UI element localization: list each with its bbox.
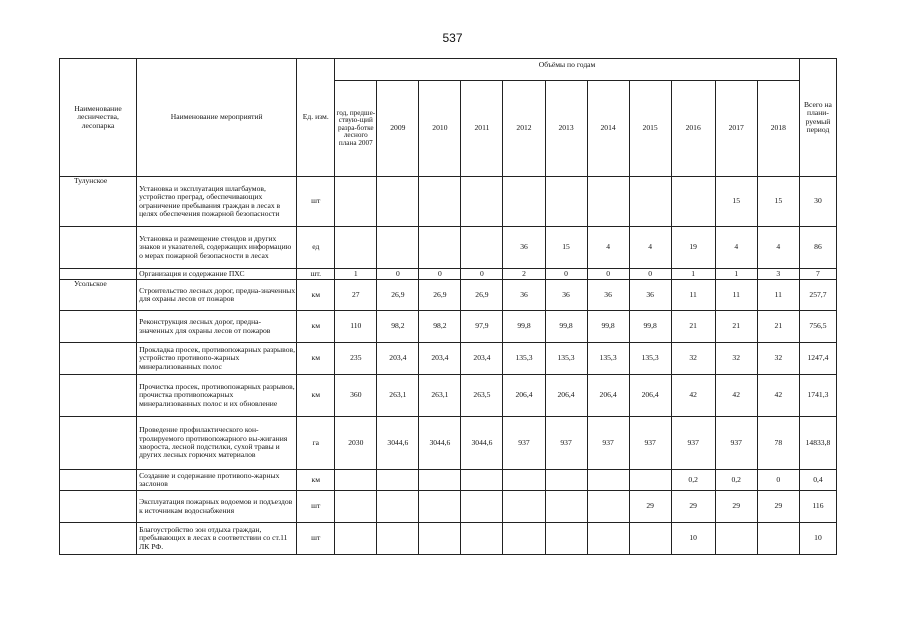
cell-value bbox=[587, 470, 629, 491]
table-row bbox=[60, 177, 837, 227]
cell-value bbox=[335, 470, 377, 491]
cell-value: 206,4 bbox=[545, 375, 587, 417]
cell-total: 86 bbox=[799, 227, 836, 269]
cell-value: 32 bbox=[715, 343, 757, 375]
cell-total: 7 bbox=[799, 269, 836, 280]
cell-value bbox=[757, 523, 799, 555]
cell-value bbox=[377, 491, 419, 523]
cell-value: 15 bbox=[545, 227, 587, 269]
cell-total: 1741,3 bbox=[799, 375, 836, 417]
cell-value: 15 bbox=[757, 177, 799, 227]
header-year-2018: 2018 bbox=[757, 81, 799, 177]
cell-value: 206,4 bbox=[629, 375, 671, 417]
cell-value: 27 bbox=[335, 280, 377, 311]
cell-value: 1 bbox=[335, 269, 377, 280]
cell-unit: км bbox=[297, 375, 335, 417]
cell-value: 203,4 bbox=[419, 343, 461, 375]
cell-value: 1 bbox=[671, 269, 715, 280]
cell-value: 3044,6 bbox=[419, 417, 461, 470]
cell-value: 2 bbox=[503, 269, 545, 280]
cell-lesnichestvo bbox=[60, 417, 137, 470]
cell-unit: км bbox=[297, 280, 335, 311]
cell-value bbox=[587, 177, 629, 227]
header-unit: Ед. изм. bbox=[297, 59, 335, 177]
cell-value bbox=[503, 177, 545, 227]
cell-value: 21 bbox=[671, 311, 715, 343]
cell-value bbox=[503, 470, 545, 491]
cell-value: 3044,6 bbox=[377, 417, 419, 470]
cell-value: 36 bbox=[545, 280, 587, 311]
cell-value bbox=[461, 227, 503, 269]
cell-value: 36 bbox=[503, 280, 545, 311]
cell-value: 99,8 bbox=[503, 311, 545, 343]
cell-lesnichestvo bbox=[60, 470, 137, 491]
cell-unit: шт bbox=[297, 177, 335, 227]
cell-value: 99,8 bbox=[629, 311, 671, 343]
cell-measure-name: Эксплуатация пожарных водоемов и подъездов к источникам водоснабжения bbox=[137, 491, 297, 523]
cell-value bbox=[377, 470, 419, 491]
cell-value: 99,8 bbox=[545, 311, 587, 343]
cell-unit: шт bbox=[297, 523, 335, 555]
cell-value: 135,3 bbox=[503, 343, 545, 375]
table-row bbox=[60, 343, 837, 375]
cell-value bbox=[335, 523, 377, 555]
header-lesnichestvo: Наименование лесничества, лесопарка bbox=[60, 59, 137, 177]
cell-value bbox=[335, 177, 377, 227]
fire-measures-table bbox=[59, 58, 837, 555]
table-row bbox=[60, 280, 837, 311]
cell-total: 257,7 bbox=[799, 280, 836, 311]
cell-value: 135,3 bbox=[545, 343, 587, 375]
cell-value: 21 bbox=[715, 311, 757, 343]
cell-value: 78 bbox=[757, 417, 799, 470]
cell-value: 937 bbox=[503, 417, 545, 470]
cell-measure-name: Прочистка просек, противопожарных разрывов, прочистка противопожарных минерализованных полос и их обновление bbox=[137, 375, 297, 417]
cell-value: 360 bbox=[335, 375, 377, 417]
cell-value: 99,8 bbox=[587, 311, 629, 343]
table-row bbox=[60, 227, 837, 269]
cell-value: 0 bbox=[629, 269, 671, 280]
cell-value bbox=[503, 523, 545, 555]
cell-value: 263,1 bbox=[419, 375, 461, 417]
cell-value: 206,4 bbox=[587, 375, 629, 417]
cell-value: 32 bbox=[671, 343, 715, 375]
cell-value: 4 bbox=[757, 227, 799, 269]
cell-value: 0 bbox=[377, 269, 419, 280]
cell-lesnichestvo bbox=[60, 491, 137, 523]
cell-value bbox=[419, 491, 461, 523]
cell-measure-name: Прокладка просек, противопожарных разрывов, устройство противопо-жарных минерализованных полос bbox=[137, 343, 297, 375]
cell-value bbox=[335, 491, 377, 523]
cell-unit: км bbox=[297, 470, 335, 491]
cell-value: 29 bbox=[671, 491, 715, 523]
header-base-year: год, предше-ствую-щий разра-ботке лесного плана 2007 bbox=[335, 81, 377, 177]
cell-value: 0,2 bbox=[715, 470, 757, 491]
page-number: 537 bbox=[442, 31, 463, 45]
cell-value bbox=[503, 491, 545, 523]
cell-lesnichestvo bbox=[60, 269, 137, 280]
cell-value: 110 bbox=[335, 311, 377, 343]
cell-total: 14833,8 bbox=[799, 417, 836, 470]
cell-value bbox=[545, 523, 587, 555]
cell-value: 21 bbox=[757, 311, 799, 343]
cell-lesnichestvo bbox=[60, 311, 137, 343]
cell-unit: ед bbox=[297, 227, 335, 269]
cell-value: 206,4 bbox=[503, 375, 545, 417]
cell-value: 36 bbox=[503, 227, 545, 269]
cell-lesnichestvo: Усольское bbox=[60, 280, 137, 311]
cell-value: 937 bbox=[671, 417, 715, 470]
cell-value bbox=[419, 523, 461, 555]
cell-value: 26,9 bbox=[419, 280, 461, 311]
cell-value: 937 bbox=[587, 417, 629, 470]
cell-value: 36 bbox=[587, 280, 629, 311]
cell-value: 29 bbox=[629, 491, 671, 523]
cell-value: 4 bbox=[587, 227, 629, 269]
cell-value: 135,3 bbox=[587, 343, 629, 375]
cell-value: 0 bbox=[587, 269, 629, 280]
cell-value: 263,5 bbox=[461, 375, 503, 417]
cell-value bbox=[419, 227, 461, 269]
cell-value: 4 bbox=[629, 227, 671, 269]
cell-value bbox=[461, 491, 503, 523]
cell-value: 0 bbox=[757, 470, 799, 491]
cell-value: 36 bbox=[629, 280, 671, 311]
cell-measure-name: Организация и содержание ПХС bbox=[137, 269, 297, 280]
header-total: Всего на плани-руемый период bbox=[799, 59, 836, 177]
cell-value: 11 bbox=[757, 280, 799, 311]
cell-value: 10 bbox=[671, 523, 715, 555]
cell-value: 11 bbox=[671, 280, 715, 311]
cell-value: 235 bbox=[335, 343, 377, 375]
cell-value bbox=[545, 470, 587, 491]
cell-value bbox=[587, 491, 629, 523]
cell-value: 3 bbox=[757, 269, 799, 280]
cell-lesnichestvo bbox=[60, 343, 137, 375]
cell-value bbox=[545, 177, 587, 227]
cell-value bbox=[587, 523, 629, 555]
cell-value: 0,2 bbox=[671, 470, 715, 491]
cell-value: 1 bbox=[715, 269, 757, 280]
cell-value: 15 bbox=[715, 177, 757, 227]
cell-total: 10 bbox=[799, 523, 836, 555]
header-year-2010: 2010 bbox=[419, 81, 461, 177]
cell-value: 97,9 bbox=[461, 311, 503, 343]
cell-unit: шт bbox=[297, 491, 335, 523]
table-row bbox=[60, 491, 837, 523]
cell-value: 42 bbox=[671, 375, 715, 417]
cell-value bbox=[377, 177, 419, 227]
table-row bbox=[60, 311, 837, 343]
table-row bbox=[60, 523, 837, 555]
cell-value: 26,9 bbox=[461, 280, 503, 311]
table-row bbox=[60, 417, 837, 470]
cell-value: 98,2 bbox=[419, 311, 461, 343]
cell-value: 98,2 bbox=[377, 311, 419, 343]
header-measure-name: Наименование мероприятий bbox=[137, 59, 297, 177]
cell-value: 263,1 bbox=[377, 375, 419, 417]
cell-value: 4 bbox=[715, 227, 757, 269]
table-row bbox=[60, 470, 837, 491]
cell-value: 26,9 bbox=[377, 280, 419, 311]
cell-lesnichestvo bbox=[60, 375, 137, 417]
table-row bbox=[60, 269, 837, 280]
cell-measure-name: Благоустройство зон отдыха граждан, пребывающих в лесах в соответствии со ст.11 ЛК РФ. bbox=[137, 523, 297, 555]
cell-lesnichestvo bbox=[60, 523, 137, 555]
cell-total: 756,5 bbox=[799, 311, 836, 343]
cell-value bbox=[335, 227, 377, 269]
cell-total: 1247,4 bbox=[799, 343, 836, 375]
cell-value bbox=[419, 470, 461, 491]
cell-unit: шт. bbox=[297, 269, 335, 280]
header-year-2014: 2014 bbox=[587, 81, 629, 177]
cell-value bbox=[715, 523, 757, 555]
cell-value bbox=[629, 523, 671, 555]
header-year-2013: 2013 bbox=[545, 81, 587, 177]
cell-total: 30 bbox=[799, 177, 836, 227]
header-year-2015: 2015 bbox=[629, 81, 671, 177]
header-year-2009: 2009 bbox=[377, 81, 419, 177]
cell-value: 19 bbox=[671, 227, 715, 269]
cell-value bbox=[629, 177, 671, 227]
cell-value: 135,3 bbox=[629, 343, 671, 375]
cell-value bbox=[419, 177, 461, 227]
cell-measure-name: Проведение профилактического кон-тролируемого противопожарного вы-жигания хвороста, лесной подстилки, сухой травы и других лесных горючих материалов bbox=[137, 417, 297, 470]
cell-value: 42 bbox=[715, 375, 757, 417]
header-year-2016: 2016 bbox=[671, 81, 715, 177]
cell-value bbox=[461, 177, 503, 227]
cell-total: 0,4 bbox=[799, 470, 836, 491]
cell-value bbox=[377, 523, 419, 555]
cell-total: 116 bbox=[799, 491, 836, 523]
cell-measure-name: Установка и размещение стендов и других знаков и указателей, содержащих информацию о мерах пожарной безопасности в лесах bbox=[137, 227, 297, 269]
cell-value: 29 bbox=[715, 491, 757, 523]
cell-value: 29 bbox=[757, 491, 799, 523]
cell-unit: га bbox=[297, 417, 335, 470]
header-year-2011: 2011 bbox=[461, 81, 503, 177]
header-volumes-by-year: Объёмы по годам bbox=[335, 59, 800, 81]
cell-value bbox=[461, 470, 503, 491]
cell-value: 937 bbox=[629, 417, 671, 470]
cell-value: 2030 bbox=[335, 417, 377, 470]
cell-value: 203,4 bbox=[461, 343, 503, 375]
cell-value: 3044,6 bbox=[461, 417, 503, 470]
cell-value: 937 bbox=[715, 417, 757, 470]
cell-value: 0 bbox=[461, 269, 503, 280]
cell-value: 0 bbox=[545, 269, 587, 280]
cell-value: 937 bbox=[545, 417, 587, 470]
cell-measure-name: Строительство лесных дорог, предна-значенных для охраны лесов от пожаров bbox=[137, 280, 297, 311]
cell-unit: км bbox=[297, 343, 335, 375]
table-row bbox=[60, 375, 837, 417]
cell-measure-name: Создание и содержание противопо-жарных заслонов bbox=[137, 470, 297, 491]
cell-value bbox=[671, 177, 715, 227]
cell-lesnichestvo bbox=[60, 227, 137, 269]
cell-value bbox=[461, 523, 503, 555]
cell-value: 42 bbox=[757, 375, 799, 417]
header-year-2012: 2012 bbox=[503, 81, 545, 177]
cell-measure-name: Установка и эксплуатация шлагбаумов, устройство преград, обеспечивающих ограничение пребывания граждан в лесах в целях обеспечения пожарной безопасности bbox=[137, 177, 297, 227]
cell-value bbox=[629, 470, 671, 491]
cell-lesnichestvo: Тулунское bbox=[60, 177, 137, 227]
cell-value: 203,4 bbox=[377, 343, 419, 375]
header-year-2017: 2017 bbox=[715, 81, 757, 177]
cell-value bbox=[377, 227, 419, 269]
cell-value: 32 bbox=[757, 343, 799, 375]
cell-unit: км bbox=[297, 311, 335, 343]
cell-measure-name: Реконструкция лесных дорог, предна-значенных для охраны лесов от пожаров bbox=[137, 311, 297, 343]
cell-value bbox=[545, 491, 587, 523]
cell-value: 11 bbox=[715, 280, 757, 311]
cell-value: 0 bbox=[419, 269, 461, 280]
